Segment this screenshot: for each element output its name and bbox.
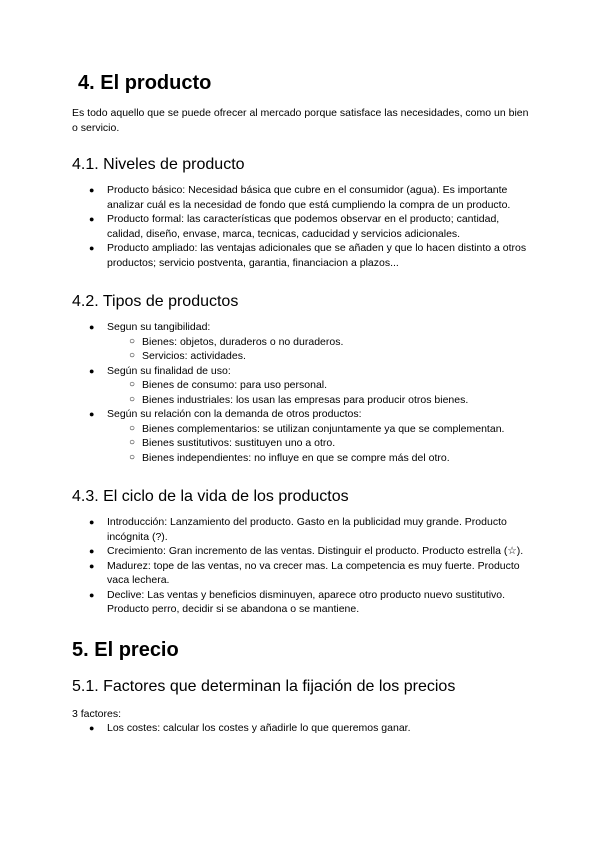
hollow-bullet-icon: ○: [129, 335, 136, 347]
bullet-icon: ●: [89, 214, 95, 224]
hollow-bullet-icon: ○: [129, 379, 136, 390]
list-item: ○ Bienes independientes: no influye en que se compre más del otro.: [129, 451, 450, 464]
subsection-5-1-heading: 5.1. Factores que determinan la fijación de los precios: [72, 677, 456, 695]
section-4-intro: Es todo aquello que se puede ofrecer al mercado porque satisface las necesidades, como un bien o servicio.: [72, 107, 529, 134]
subsection-4-1-heading: 4.1. Niveles de producto: [72, 156, 245, 173]
list-item: ● Introducción: Lanzamiento del producto. Gasto en la publicidad muy grande. Producto incógnita (?).: [89, 516, 507, 543]
bullet-icon: ●: [89, 517, 95, 527]
list-item: ● Segun su tangibilidad: ○ Bienes: objetos, duraderos o no duraderos. ○ Servicios: actividades.: [72, 320, 532, 364]
list-item: ● Producto básico: Necesidad básica que cubre en el consumidor (agua). Es importante analizar cuál es la necesidad de fondo que está cumpliendo la compra de un producto.: [89, 184, 511, 211]
section-4-heading: 4. El producto: [78, 72, 212, 94]
list-item: ○ Servicios: actividades.: [129, 350, 246, 362]
hollow-bullet-icon: ○: [129, 451, 136, 463]
list-item: ○ Bienes: objetos, duraderos o no duraderos.: [129, 335, 344, 348]
factors-intro: 3 factores:: [72, 707, 122, 720]
levels-list: [72, 183, 532, 270]
list-item: ○ Bienes complementarios: se utilizan conjuntamente ya que se complementan.: [129, 422, 505, 435]
bullet-icon: ●: [89, 243, 95, 253]
list-item: ● Producto ampliado: las ventajas adicionales que se añaden y que lo hacen distinto a otros productos; servicio postventa, garantia, financiacion a plazos...: [89, 242, 527, 269]
hollow-bullet-icon: ○: [129, 422, 136, 434]
subsection-4-2-heading: 4.2. Tipos de productos: [72, 293, 239, 310]
bullet-icon: ●: [89, 409, 95, 419]
types-list: [72, 320, 532, 465]
bullet-icon: ●: [89, 589, 95, 600]
bullet-icon: ●: [89, 723, 95, 733]
subsection-4-3-heading: 4.3. El ciclo de la vida de los productos: [72, 488, 349, 505]
list-item: ● Según su finalidad de uso: ○ Bienes de consumo: para uso personal. ○ Bienes industriales: los usan las empresas para producir otros bienes.: [72, 364, 532, 408]
bullet-icon: ●: [89, 365, 95, 376]
section-5-heading: 5. El precio: [72, 638, 179, 661]
lifecycle-list: [72, 515, 532, 617]
list-item: ○ Bienes sustitutivos: sustituyen uno a otro.: [129, 437, 336, 449]
list-item: ● Producto formal: las características que podemos observar en el producto; cantidad, calidad, diseño, envase, marca, tecnicas, caducidad y servicios adicionales.: [89, 213, 500, 240]
bullet-icon: ●: [89, 560, 95, 571]
sublist: [107, 378, 532, 407]
list-item: ● Crecimiento: Gran incremento de las ventas. Distinguir el producto. Producto estrella (☆).: [89, 545, 524, 557]
hollow-bullet-icon: ○: [129, 350, 136, 361]
bullet-icon: ●: [89, 322, 95, 332]
list-item: ○ Bienes de consumo: para uso personal.: [129, 379, 328, 391]
list-item: ○ Bienes industriales: los usan las empresas para producir otros bienes.: [129, 393, 469, 406]
bullet-icon: ●: [89, 546, 95, 556]
factors-list: [72, 721, 532, 736]
hollow-bullet-icon: ○: [129, 437, 136, 448]
document-content: [72, 70, 532, 736]
sublist: [107, 422, 532, 466]
list-item: ● Madurez: tope de las ventas, no va crecer mas. La competencia es muy fuerte. Producto vaca lechera.: [89, 559, 520, 586]
bullet-icon: ●: [89, 185, 95, 195]
sublist: [107, 335, 532, 364]
hollow-bullet-icon: ○: [129, 393, 136, 405]
list-item: ● Los costes: calcular los costes y añadirle lo que queremos ganar.: [89, 722, 411, 734]
list-item: ● Declive: Las ventas y beneficios disminuyen, aparece otro producto nuevo sustitutivo. Producto perro, decidir si se abandona o se mantiene.: [89, 588, 506, 615]
list-item: ● Según su relación con la demanda de otros productos: ○ Bienes complementarios: se utilizan conjuntamente ya que se complementan. ○ Bienes sustitutivos: sustituyen uno a otro. ○ Bienes independientes: no influye en que se compre más del otro.: [72, 407, 532, 465]
